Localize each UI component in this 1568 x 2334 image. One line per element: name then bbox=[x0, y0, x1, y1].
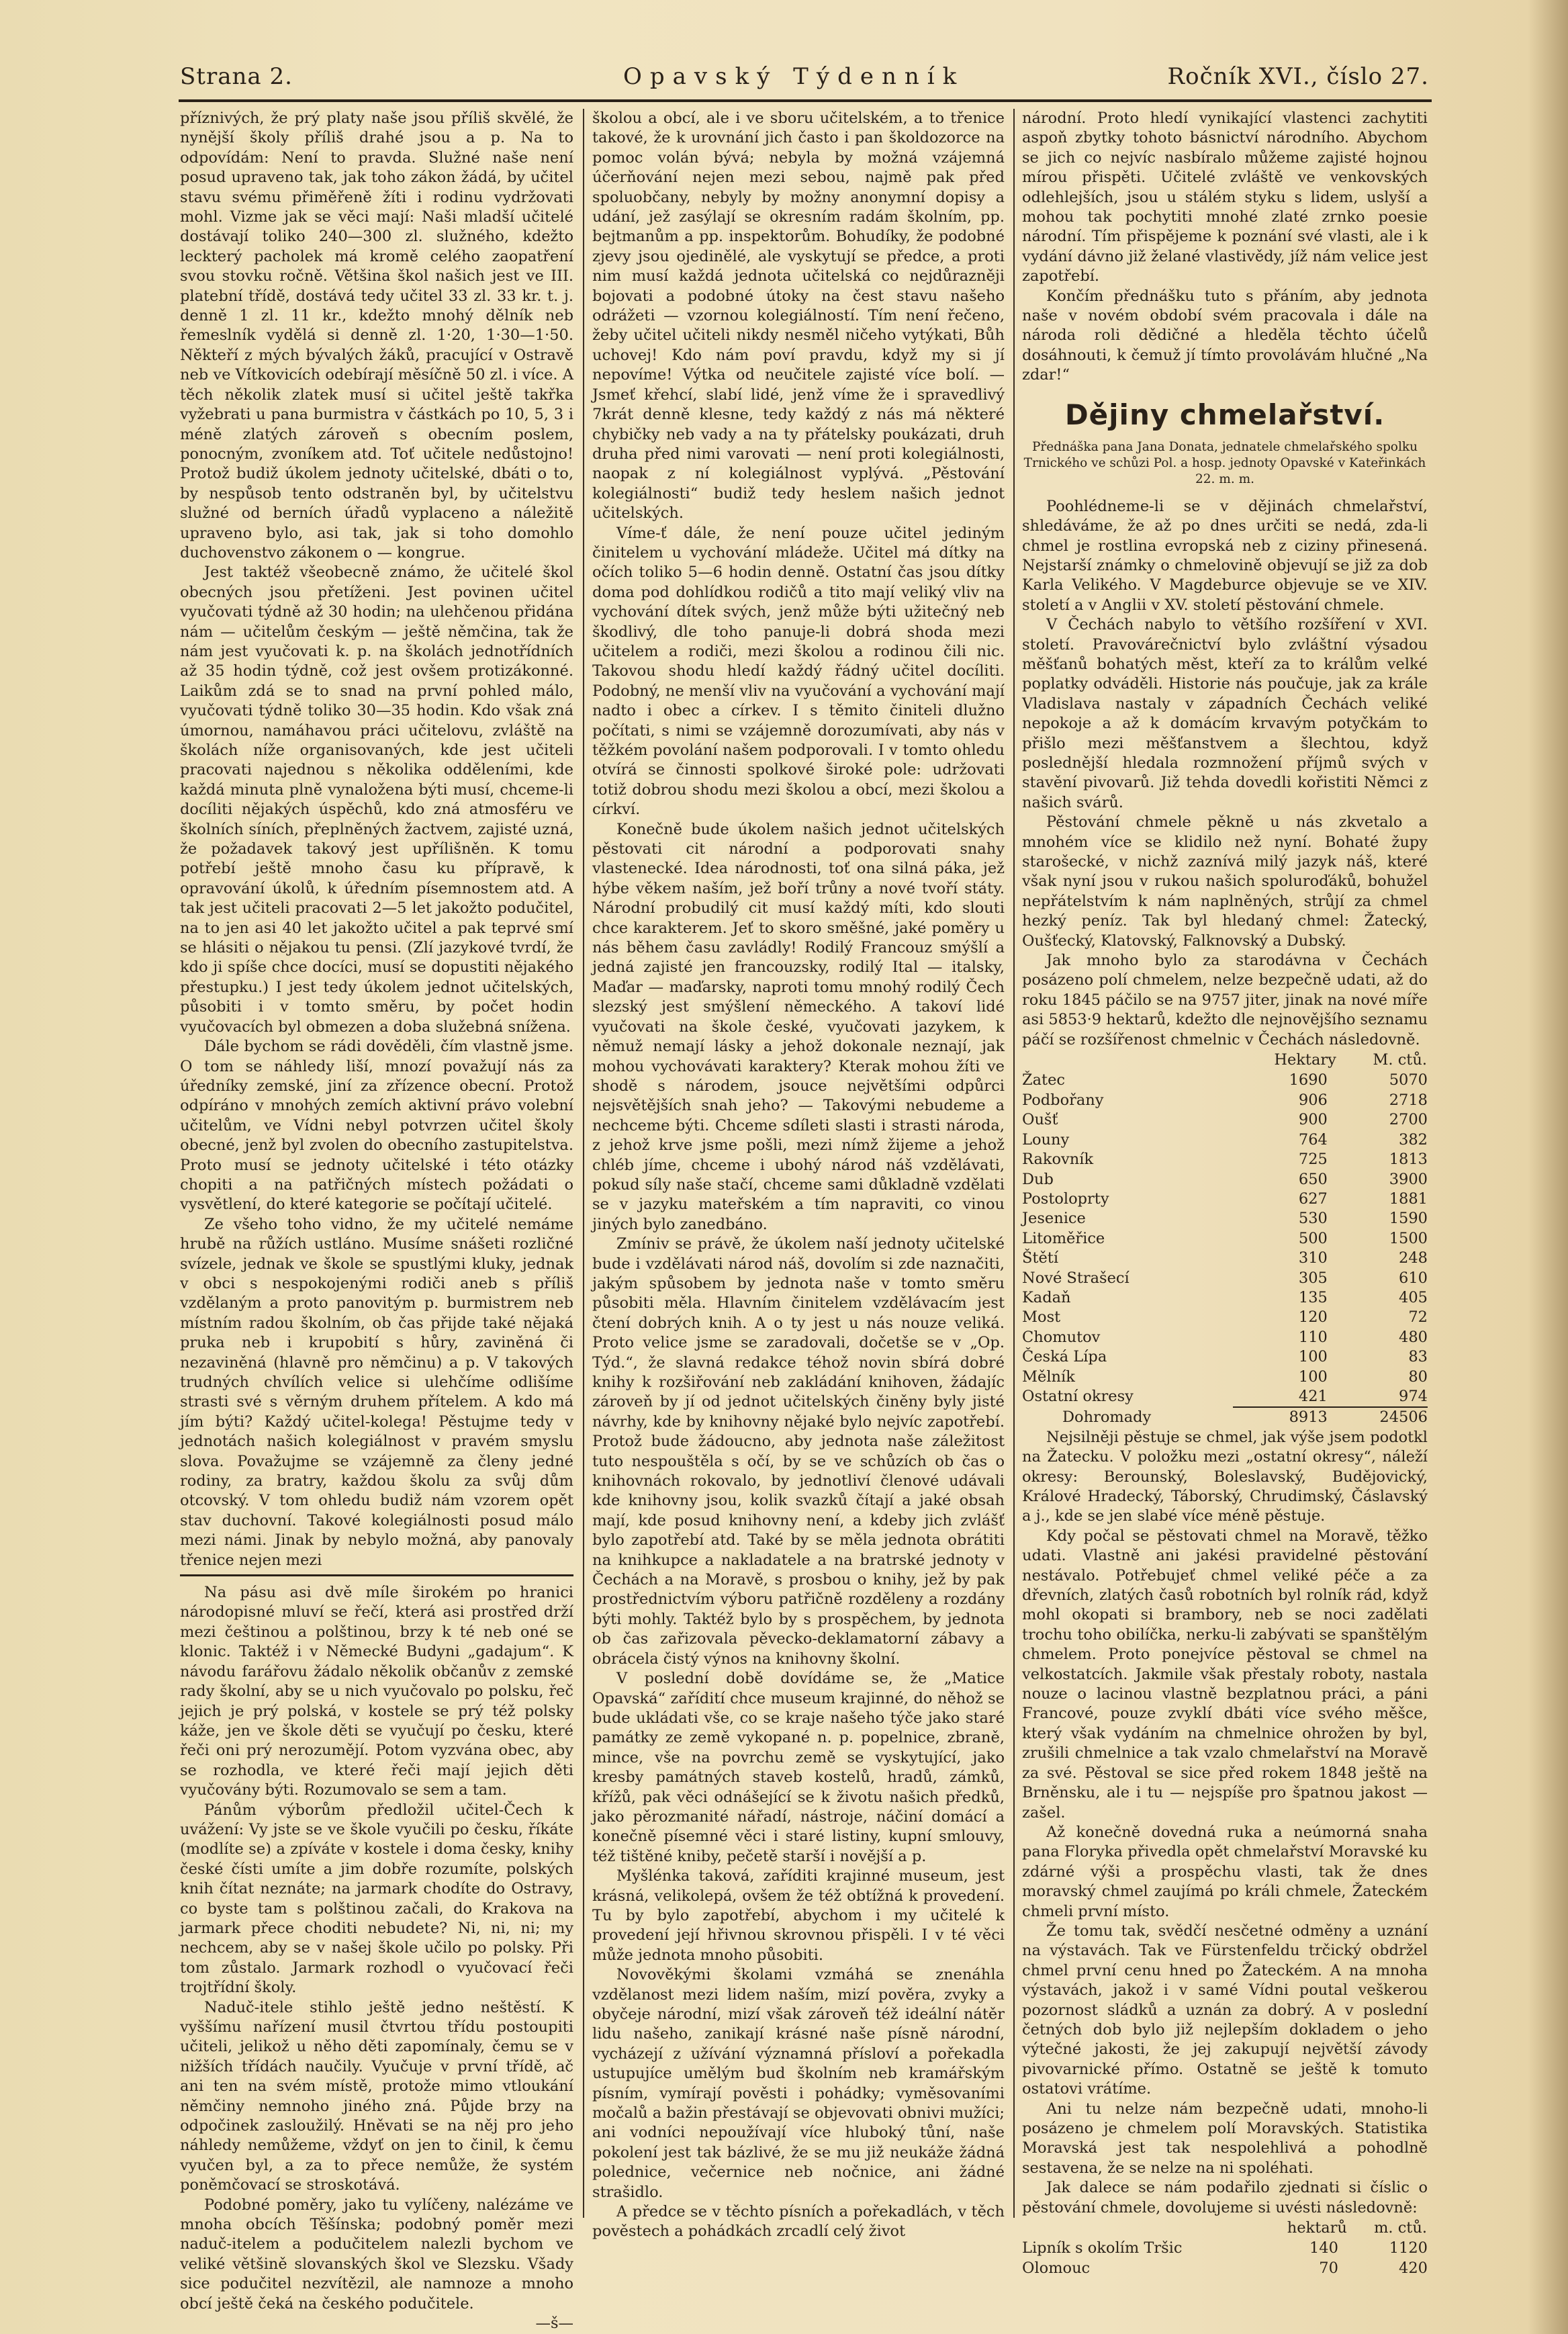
table-row bbox=[1022, 1347, 1428, 1367]
paragraph: Končím přednášku tuto s přáním, aby jednota naše v novém období svém pracovala i dále na národa roli dědičné a hleděla těchto účelů dosáhnouti, k čemuž jí tímto provolávám hlučné „Na zdar!“ bbox=[1022, 287, 1428, 384]
table-cell: 305 bbox=[1298, 1269, 1328, 1287]
issue-number: Ročník XVI., číslo 27. bbox=[1167, 63, 1429, 90]
table-cell: 421 bbox=[1298, 1387, 1328, 1405]
article-subtitle: Přednáška pana Jana Donata, jednatele chmelařského spolku Trnického ve schůzi Pol. a hosp. jednoty Opavské v Kateřinkách 22. m. m. bbox=[1023, 439, 1426, 486]
table-cell: 24506 bbox=[1337, 1407, 1428, 1427]
table-cell: Podbořany bbox=[1022, 1091, 1104, 1109]
column-3 bbox=[1022, 109, 1428, 2278]
table-cell: Lipník s okolím Tršic bbox=[1022, 2239, 1183, 2257]
table-row bbox=[1022, 1071, 1428, 1090]
table-header-row bbox=[1022, 1050, 1428, 1071]
newspaper-title: Opavský Týdenník bbox=[623, 63, 965, 90]
table-cell: 627 bbox=[1298, 1190, 1328, 1208]
table-cell: Ostatní okresy bbox=[1022, 1388, 1134, 1406]
table-cell: Žatec bbox=[1022, 1071, 1066, 1089]
column-1 bbox=[180, 109, 573, 2334]
column-2 bbox=[592, 109, 1005, 2242]
table-cell: Nové Strašecí bbox=[1022, 1269, 1129, 1287]
table-cell: 480 bbox=[1399, 1328, 1428, 1346]
table-cell: 100 bbox=[1298, 1367, 1328, 1386]
paragraph: příznivých, že prý platy naše jsou příliš skvělé, že nynější školy příliš drahé jsou a p. Na to odpovídám: Není to pravda. Služné naše není posud upraveno tak, jak toho zákon žádá, by učitel stavu svému přiměřeně žíti i rodinu vydržovati mohl. Vizme jak se věci mají: Naši mladší učitelé dostávají toliko 240—300 zl. služného, kdežto leckterý pacholek má kromě celého zaopatření svou stovku ročně. Většina škol našich jest ve III. platební třídě, dostává tedy učitel 33 zl. 33 kr. t. j. denně 1 zl. 11 kr., kdežto mnohý dělník neb řemeslník vydělá si denně zl. 1·20, 1·30—1·50. Někteří z mých bývalých žáků, pracující v Ostravě neb ve Vítkovicích odebírají měsíčně 50 zl. i více. A těch několik zlatek musí si učitel ještě takřka vyžebrati u pana burmistra v částkách po 10, 5, 3 i méně zlatých zároveň s obecním poslem, ponocným, zvoníkem atd. Toť učitele nedůstojno! Protož budiž úkolem jednoty učitelské, dbáti o to, by nespůsob tento odstraněn byl, by učitelstvu služné od berních úřadů vyplaceno a náležitě upraveno bylo, asi tak, jak si toho domohlo duchovenstvo zákonem o — kongrue. bbox=[180, 109, 573, 562]
table-cell: 5070 bbox=[1389, 1071, 1428, 1089]
table-cell: 1590 bbox=[1389, 1210, 1428, 1228]
table-cell: 120 bbox=[1298, 1308, 1328, 1327]
table-row bbox=[1022, 1288, 1428, 1308]
table-cell: 70 bbox=[1319, 2259, 1338, 2277]
table-cell: Rakovník bbox=[1022, 1151, 1094, 1169]
table-row bbox=[1022, 1190, 1428, 1209]
column-header: m. ctů. bbox=[1374, 2219, 1427, 2237]
table-total-row bbox=[1022, 1407, 1428, 1427]
table-cell: Dohromady bbox=[1062, 1408, 1152, 1426]
table-row bbox=[1022, 1229, 1428, 1249]
hop-districts-table bbox=[1022, 1050, 1428, 1428]
paragraph: Pánům výborům předložil učitel-Čech k uvážení: Vy jste se ve škole vyučili po česku, říkáte (modlíte se) a zpíváte v kostele i doma česky, knihy české čísti umíte a jim dobře rozumíte, polských knih čítat neznáte; na jarmark chodíte do Ostravy, co byste tam s polštinou začali, do Krakova na jarmark přece choditi nebudete? Ni, ni, ni; my nechcem, aby se v našej škole učilo po polsky. Při tom zůstalo. Jarmark rozhodl o vyučovací řeči trojtřídní školy. bbox=[180, 1801, 573, 1997]
column-divider bbox=[583, 109, 584, 2218]
paragraph: Myšlénka taková, zaříditi krajinné museum, jest krásná, velikolepá, ovšem že též obtížná k provedení. Tu by bylo zapotřebí, abychom i my učitelé k provedení její hřivnou skrovnou přispěli. I v té věci může jednota mnoho působiti. bbox=[592, 1867, 1005, 1964]
table-row bbox=[1022, 1091, 1428, 1110]
table-cell: 2718 bbox=[1389, 1091, 1428, 1109]
table-cell: 1120 bbox=[1389, 2239, 1428, 2257]
table-cell: Štětí bbox=[1022, 1249, 1059, 1267]
paragraph: Ani tu nelze nám bezpečně udati, mnoho-li posázeno je chmelem polí Moravských. Statistika Moravská jest tak nespolehlivá a pohodlně sestavena, že se nelze na ni spoléhati. bbox=[1022, 2100, 1428, 2177]
paragraph: národní. Proto hledí vynikající vlastenci zachytiti aspoň zbytky tohoto básnictví národního. Abychom se jich co nejvíc nasbíralo můžeme zajisté hojnou mírou přispěti. Učitelé zvláště ve venkovských odlehlejších, jsou u stálém styku s lidem, uslyší a mohou tak pochytiti mnohé zlaté zrnko poesie národní. Tím přispějeme k poznání své vlasti, ale i k vydání dávno již želané vlastivědy, jíž nám velice jest zapotřebí. bbox=[1022, 109, 1428, 285]
table-cell: 650 bbox=[1298, 1170, 1328, 1188]
article-title: Dějiny chmelařství. bbox=[1064, 398, 1385, 431]
page-edge-shadow bbox=[1528, 0, 1568, 2334]
table-cell: Postoloprty bbox=[1022, 1190, 1109, 1208]
paragraph: A předce se v těchto písních a pořekadlách, v těch pověstech a pohádkách zrcadlí celý život bbox=[592, 2203, 1005, 2241]
table-cell: 500 bbox=[1298, 1229, 1328, 1247]
column-header: Hektary bbox=[1274, 1051, 1336, 1069]
table-cell: 1690 bbox=[1289, 1071, 1328, 1089]
paragraph: Konečně bude úkolem našich jednot učitelských pěstovati cit národní a podporovati snahy vlastenecké. Idea národnosti, toť ona silná páka, jež hýbe věkem naším, jež boří trůny a nové tvoří státy. Národní probudilý cit musí každý míti, kdo slouti chce karakterem. Jeť to skoro směšné, jaké poměry u nás během času zavládly! Rodilý Francouz smýšlí a jedná zajisté jen francouzsky, rodilý Ital — italsky, Maďar — maďarsky, naproti tomu mnohý rodilý Čech slezský jest smýšlení německého. A takoví lidé vyučovati na škole české, vyučovati jazykem, k němuž nemají lásky a jehož dokonale neznají, jak mohou vychovávati karaktery? Kterak mohou žíti ve shodě s národem, jsouce největšími odpůrci nejsvětějších snah jeho? — Takovými nebudeme a nechceme býti. Chceme sdíleti slasti i strasti národa, z jehož krve jsme pošli, mezi nímž žijeme a jehož chléb jíme, chceme i ubohý národ náš vzdělávati, pokud síly naše stačí, chceme sami důkladně vzdělati se v jazyku mateřském a tím napraviti, co vinou jiných bylo zanedbáno. bbox=[592, 820, 1005, 1233]
table-cell: Kadaň bbox=[1022, 1288, 1071, 1306]
table-cell: Jesenice bbox=[1022, 1210, 1086, 1228]
table-cell: 530 bbox=[1298, 1210, 1328, 1228]
page-header bbox=[180, 58, 1429, 95]
table-cell: Dub bbox=[1022, 1170, 1054, 1188]
paragraph: Ze všeho toho vidno, že my učitelé nemáme hrubě na růžích ustláno. Musíme snášeti rozličné svízele, jednak ve škole se spustlými kluky, jednak v obci s nespokojenými rodiči aneb s příliš vzdělaným a proto panovitým p. burmistrem neb místním radou školním, ob čas přijde také nějaká pruka neb i krupobití s hůry, zaviněná či nezaviněná (hlavně pro němčinu) a p. V takových trudných chvílích velice si ulehčíme odlišíme strasti své s věrným druhem přítelem. A kdo má jím býti? Každý učitel-kolega! Pěstujme tedy v jednotách našich kolegiálnost v pravém smyslu slova. Považujme se vzájemně za členy jedné rodiny, za bratry, každou školu za svůj dům otcovský. V tom ohledu budiž nám vzorem opět stav duchovní. Takové kolegiálnosti posud málo mezi námi. Jinak by nebylo možná, aby panovaly třenice nejen mezi bbox=[180, 1215, 573, 1569]
table-cell: 974 bbox=[1399, 1387, 1428, 1405]
paragraph: V poslední době dovídáme se, že „Matice Opavská“ zařídití chce museum krajinné, do něhož se bude ukládati vše, co se kraje našeho týče jako staré památky ze země vykopané n. p. popelnice, zbraně, mince, vše na povrchu země se vyskytující, jako kresby památných staveb kostelů, hradů, zámků, křížů, pak věci odnášející se k životu našich předků, jako pěrozmanité nářadí, nástroje, náčiní domácí a konečně písemné věci i staré listiny, kupní smlouvy, též tištěné kniby, pečetě starší i novější a p. bbox=[592, 1670, 1005, 1865]
paragraph: Až konečně dovedná ruka a neúmorná snaha pana Floryka přivedla opět chmelařství Moravské ku zdárné výši a prospěchu vlasti, tak že dnes moravský chmel zaujímá po králi chmele, Žateckém chmeli první místo. bbox=[1022, 1823, 1428, 1920]
table-header-row bbox=[1022, 2218, 1428, 2239]
paragraph: Poohlédneme-li se v dějinách chmelařství, shledáváme, že až po dnes určiti se nedá, zda-li chmel je rostlina evropská neb z ciziny přinesená. Nejstarší známky o chmelovině objevují se již za dob Karla Velikého. V Magdeburce objevuje se ve XIV. století a v Anglii v XV. století pěstování chmele. bbox=[1022, 497, 1428, 614]
table-cell: 725 bbox=[1298, 1151, 1328, 1169]
table-cell: 405 bbox=[1399, 1288, 1428, 1306]
table-cell: 906 bbox=[1298, 1091, 1328, 1109]
paragraph: Zmíniv se právě, že úkolem naší jednoty učitelské bude i vzdělávati národ náš, dovolím si zde naznačiti, jakým spůsobem by jednota naše v tomto směru působiti měla. Hlavním činitelem vzdělávacím jest čtení dobrých knih. A o ty jest u nás nouze veliká. Proto velice jsme se zaradovali, dočetše se v „Op. Týd.“, že slavná redakce téhož novin sbírá dobré knihy k rozšiřování neb zakládání knihoven, žádajíc zároveň by jí od jednot učitelských činěny byly jisté návrhy, kde by knihovny nějaké bylo nejvíc zapotřebí. Protož bude žádoucno, aby jednota naše záležitost tuto nespouštěla s očí, by se ve schůzích ob čas o knihovnách rokovalo, by jednotliví členové udávali kde knihovny jsou, kolik svazků čítají a jaké obsah mají, kde posud knihovny není, a kdeby jich zvlášť bylo zapotřebí atd. Také by se měla jednota obrátiti na knihkupce a nakladatele a na bratrské jednoty v Čechách a na Moravě, s prosbou o knihy, jež by pak prostřednictvím výboru patřičně rozděleny a rozdány býti mohly. Taktéž bylo by s prospěchem, by jednota ob čas zařizovala pěvecko-deklamatorní zábavy a obrácela čistý výnos na knihovny školní. bbox=[592, 1235, 1005, 1668]
signature: —š— bbox=[535, 2315, 573, 2333]
paragraph: Naduč-itele stihlo ještě jedno neštěstí. K vyššímu nařízení musil čtvrtou třídu postoupiti učiteli, jelikož u něho děti zapomínaly, čemu se v nižších třídách naučily. Vyučuje v první třídě, ač ani ten na svém místě, protože mimo vtloukání němčiny nemnoho jiného zná. Půjde brzy na odpočinek zasloužilý. Hněvati se na něj pro jeho náhledy nemůžeme, vždyť on jen to činil, k čemu vyučen byl, a za to přece nemůže, že systém poněmčovací se stroskotává. bbox=[180, 1998, 573, 2194]
table-cell: 83 bbox=[1408, 1348, 1428, 1366]
table-cell: 764 bbox=[1298, 1130, 1328, 1149]
table-row bbox=[1022, 1308, 1428, 1327]
paragraph: Pěstování chmele pěkně u nás zkvetalo a mnohém více se klidilo než nyní. Bohaté župy starošecké, v nichž zaznívá milý jazyk náš, které však nyní jsou v rukou našich spoluroďáků, bohužel nepřátelstvím k nám naplněných, strůjí za chmel hezký peníz. Tak byl hledaný chmel: Žatecký, Oušťecký, Klatovský, Falknovský a Dubský. bbox=[1022, 813, 1428, 950]
table-row bbox=[1022, 2259, 1428, 2278]
table-cell: Oušť bbox=[1022, 1111, 1058, 1129]
table-row bbox=[1022, 1130, 1428, 1150]
paragraph: školou a obcí, ale i ve sboru učitelském, a to třenice takové, že k urovnání jich často i pan školdozorce na pomoc volán bývá; nebyla by možná vzájemná účerňování nejen mezi sebou, najmě pak před spoluobčany, nebyly by možny anonymní dopisy a udání, jež zasýlají se okresním radám školním, pp. bejtmanům a pp. inspektorům. Bohudíky, že podobné zjevy jsou ojedinělé, ale vyskytují se předce, a proti nim musí každá jednota učitelská co nejdůrazněji bojovati a podobné útoky na čest stavu našeho odrážeti — vzornou kolegiálností. Tím není řečeno, žeby učitel učiteli nikdy nesměl ničeho vytýkati, Bůh uchovej! Kdo nám poví pravdu, když my si jí nepovíme! Výtka od neučitele zajisté více bolí. — Jsmeť křehcí, slabí lidé, jenž víme že i spravedlivý 7krát denně klesne, tedy každý z nás má některé chybičky neb vady a na ty přátelsky poukázati, druh druha před nimi varovati — není proti kolegiálnosti, naopak z ní kolegiálnost vyplývá. „Pěstování kolegiálnosti“ budiž tedy heslem našich jednot učitelských. bbox=[592, 109, 1005, 523]
table-cell: 100 bbox=[1298, 1348, 1328, 1366]
column-header: M. ctů. bbox=[1373, 1051, 1427, 1069]
paragraph: Podobné poměry, jako tu vylíčeny, nalézáme ve mnoha obcích Těšínska; podobný poměr mezi naduč-itelem a podučitelem nalezli bychom ve veliké většině slovanských škol ve Slezsku. Všady sice podučitel nezvítězil, ale namnoze a mnoho obcí ještě čeká na českého podučitele. bbox=[180, 2196, 573, 2313]
column-header: hektarů bbox=[1287, 2219, 1347, 2237]
paragraph: Že tomu tak, svědčí nesčetné odměny a uznání na výstavách. Tak ve Fürstenfeldu trčický obdržel chmel první cenu hned po Žateckém. A na mnoha výstavách, jakož i v samé Vídni poutal veškerou pozornost sládků a uznán za dobrý. A v poslední četných dob bylo již nejlepším dokladem o jeho výtečné jakosti, že jej zakupují největší závody pivovarnické přímo. Ostatně se ještě k tomuto ostatovi vrátíme. bbox=[1022, 1922, 1428, 2098]
table-row bbox=[1022, 1367, 1428, 1387]
table-cell: 900 bbox=[1298, 1111, 1328, 1129]
paragraph: Jak dalece se nám podařilo zjednati si číslic o pěstování chmele, dovolujeme si uvésti následovně: bbox=[1022, 2179, 1428, 2216]
table-cell: Most bbox=[1022, 1308, 1061, 1327]
table-row bbox=[1022, 1110, 1428, 1130]
paragraph: Nejsilněji pěstuje se chmel, jak výše jsem podotkl na Žatecku. V položku mezi „ostatní okresy“, náleží okresy: Berounský, Boleslavský, Budějovický, Králové Hradecký, Táborský, Chrudimský, Čáslavský a j., kde se jen slabé více méně pěstuje. bbox=[1022, 1428, 1428, 1525]
table-row bbox=[1022, 2239, 1428, 2258]
paragraph: Dále bychom se rádi dověděli, čím vlastně jsme. O tom se náhledy liší, mnozí považují nás za úředníky zemské, jiní za zřízence obecní. Protož odpíráno v mnohých zemích aktivní právo volební učitelům, ve Vídni nebyl potvrzen učitel školy obecné, jenž byl zvolen do obecního zastupitelstva. Proto musí se jednoty učitelské i této otázky chopiti a na patřičných místech požádati o vysvětlení, do které kategorie se počítají učitelé. bbox=[180, 1038, 573, 1214]
table-cell: 1881 bbox=[1389, 1190, 1428, 1208]
paragraph: Jest taktéž všeobecně známo, že učitelé škol obecných jsou přetíženi. Jest povinen učitel vyučovati týdně až 30 hodin; na ulehčenou přidána nám — učitelům českým — ještě němčina, tak že nám jest vyučovati k. p. na školách jednotřídních až 35 hodin týdně, což jest ovšem protizákonné. Laikům zdá se to snad na první pohled málo, vyučovati týdně toliko 30—35 hodin. Kdo však zná úmornou, namáhavou práci učitelovu, zvláště na školách níže organisovaných, kde jest učiteli pracovati najednou s několika odděleními, kde každá minuta plně vynaložena býti musí, chceme-li docíliti nějakých úspěchů, kdo zná atmosféru ve školních síních, přeplněných žactvem, zajisté uzná, že požadavek takový jest upřílišněn. K tomu potřebí ještě mnoho času ku přípravě, k opravování úkolů, k úředním písemnostem atd. A tak jest učiteli pracovati 2—5 let jakožto podučitel, na to jen asi 40 let jakožto učitel a pak teprvé smí se hlásiti o nějakou tu pensi. (Zlí jazykové tvrdí, že kdo ji spíše chce docíci, musí se dopustiti nějakého přestupku.) I jest tedy úkolem jednot učitelských, působiti i v tomto směru, by počet hodin vyučovacích byl obmezen a doba služebná snížena. bbox=[180, 564, 573, 1036]
table-cell: 610 bbox=[1399, 1269, 1428, 1287]
paragraph: Víme-ť dále, že není pouze učitel jediným činitelem u vychování mládeže. Učitel má dítky na očích toliko 5—6 hodin denně. Ostatní čas jsou dítky doma pod dohlídkou rodičů a tito mají veliký vliv na vychování dítek svých, jenž může býti užitečný neb škodlivý, dle toho panuje-li dobrá shoda mezi učitelem a rodiči, mezi školou a rodinou čili nic. Takovou shodu hledí každý řádný učitel docíliti. Podobný, ne menší vliv na vyučování a vychování mají nadto i obec a církev. I s těmito činiteli dlužno počítati, s nimi se vzájemně dorozumívati, aby nás v těžkém povolání našem podporovali. I v tomto ohledu otvírá se činnosti spolkové široké pole: udržovati totiž dobrou shodu mezi školou a obcí, mezi školou a církví. bbox=[592, 524, 1005, 819]
table-cell: 3900 bbox=[1389, 1170, 1428, 1188]
article-separator bbox=[180, 1574, 573, 1576]
table-cell: 72 bbox=[1408, 1308, 1428, 1327]
table-cell: 248 bbox=[1399, 1249, 1428, 1267]
paragraph: Na pásu asi dvě míle širokém po hranici národopisné mluví se řečí, která asi prostřed drží mezi češtinou a polštinou, brzy k té neb oné se klonic. Taktéž i v Německé Budyni „gadajum“. K návodu farářovu žádalo několik občanův z zemské rady školní, aby se u nich vyučovalo po polsku, řeč jejich je prý polská, v kostele se prý též polsky káže, jen ve škole děti se vyučují po česku, které řeči oni prý nerozumějí. Potom vyzvána obec, aby se rozhodla, ve které řeči mají jejich děti vyučovány býti. Rozumovalo se sem a tam. bbox=[180, 1584, 573, 1799]
table-cell: 420 bbox=[1399, 2259, 1428, 2277]
table-cell: 2700 bbox=[1389, 1111, 1428, 1129]
header-rule bbox=[179, 99, 1432, 102]
table-cell: Chomutov bbox=[1022, 1328, 1101, 1346]
paragraph: Novověkými školami vzmáhá se znenáhla vzdělanost mezi lidem naším, mizí pověra, zvyky a obyčeje národní, mizí však zároveň též ideální nátěr lidu našeho, zanikají krásné naše písně národní, vycházejí z užívání významná přísloví a pořekadla ustupujíce umělým bud školním neb kramářským písním, vymírají pověsti i pohádky; vyměsovaními močalů a bažin přestávají se objevovati obnivi mužíci; ani vodníci nepoužívají více hluboký tůní, naše pokolení jest tak bázlivé, že se mu již neukáže žádná polednice, večernice neb nočnice, ani žádné strašidlo. bbox=[592, 1966, 1005, 2201]
table-row bbox=[1022, 1269, 1428, 1288]
paragraph: V Čechách nabylo to většího rozšíření v XVI. století. Pravovárečnictví bylo zvláštní výsadou měšťanů bohatých měst, kteří za to králům velké poplatky odváděli. Historie nás poučuje, jak za krále Vladislava nastaly v západních Čechách veliké nepokoje a až k domácím krvavým potyčkám to přišlo mezi měšťanstvem a šlechtou, když poslednější hledala rozmnožení příjmů svých v stavění pivovarů. Již tehda dovedli kořistiti Němci z našich svárů. bbox=[1022, 616, 1428, 811]
table-cell: Litoměřice bbox=[1022, 1229, 1105, 1247]
table-cell: 310 bbox=[1298, 1249, 1328, 1267]
table-cell: 382 bbox=[1399, 1130, 1428, 1149]
paragraph: Jak mnoho bylo za starodávna v Čechách posázeno polí chmelem, nelze bezpečně udati, až do roku 1845 páčilo se na 9757 jiter, jinak na nové míře asi 5853·9 hektarů, kdežto dle nejnovějšího seznamu páčí se rozšířenost chmelnic v Čechách následovně. bbox=[1022, 952, 1428, 1048]
column-divider bbox=[1013, 109, 1015, 2218]
table-row bbox=[1022, 1249, 1428, 1268]
table-row bbox=[1022, 1170, 1428, 1190]
table-cell: 1813 bbox=[1389, 1151, 1428, 1169]
table-cell: Česká Lípa bbox=[1022, 1348, 1107, 1366]
table-row bbox=[1022, 1150, 1428, 1169]
table-row bbox=[1022, 1209, 1428, 1228]
table-cell: 8913 bbox=[1233, 1407, 1337, 1427]
table-cell: 1500 bbox=[1389, 1229, 1428, 1247]
table-row bbox=[1022, 1387, 1428, 1407]
table-cell: Louny bbox=[1022, 1130, 1070, 1149]
table-cell: Mělník bbox=[1022, 1367, 1075, 1386]
paragraph: Kdy počal se pěstovati chmel na Moravě, těžko udati. Vlastně ani jakési pravidelné pěstování nestávalo. Potřebujeť chmel veliké péče a za dřevních, zlatých časů robotních byl rolník rád, když mohl okopati si brambory, neb se noci zadělati trochu toho obilíčka, nerku-li zabývati se spanštělým chmelem. Proto ponejvíce pěstoval se chmel na velkostatcích. Jakmile však přestaly roboty, nastala nouze o lacinou vlastně bezplatnou práci, a páni Francové, pouze zvyklí dbáti více svého měšce, který však vydáním na chmelnice ohrožen by byl, zrušili chmelnice a tak vzalo chmelařství na Moravě za své. Pěstoval se sice před rokem 1848 ještě na Brněnsku, ale i tu — nejspíše pro špatnou jakost — zašel. bbox=[1022, 1527, 1428, 1822]
table-cell: 135 bbox=[1298, 1288, 1328, 1306]
page-number: Strana 2. bbox=[180, 63, 293, 90]
table-row bbox=[1022, 1328, 1428, 1347]
table-cell: 110 bbox=[1298, 1328, 1328, 1346]
table-cell: 80 bbox=[1408, 1367, 1428, 1386]
table-cell: Olomouc bbox=[1022, 2259, 1091, 2277]
table-cell: 140 bbox=[1309, 2239, 1338, 2257]
moravian-hop-table bbox=[1022, 2218, 1428, 2278]
